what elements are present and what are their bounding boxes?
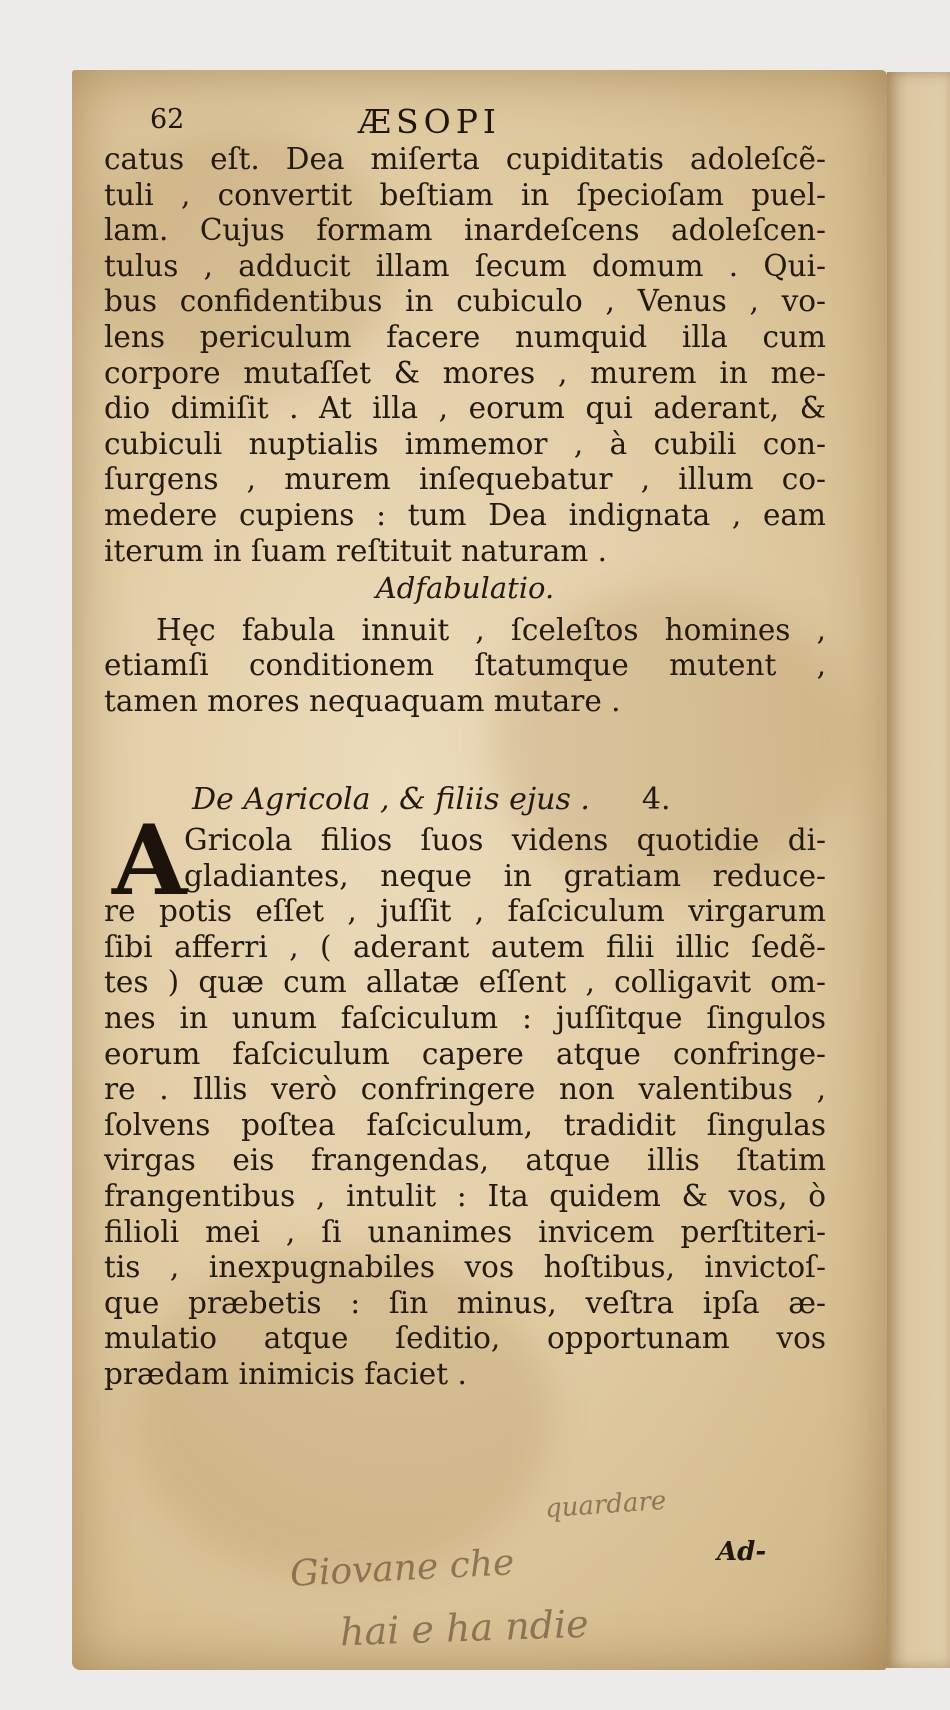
adjacent-page-edge <box>887 72 950 1668</box>
fable-title <box>104 782 826 818</box>
catchword: Ad- <box>717 1537 767 1567</box>
text-line: ſibi afferri , ( aderant autem filii illic ſedẽ- <box>104 929 826 964</box>
text-line: virgas eis frangendas, atque illis ſtatim <box>104 1143 826 1178</box>
text-line: Gricola filios ſuos videns quotidie di- <box>184 823 826 858</box>
text-line: tulus , adducit illam ſecum domum . Qui- <box>104 248 826 283</box>
fable-body <box>104 804 826 1393</box>
text-line: frangentibus , intulit : Ita quidem & vos, ò <box>104 1179 826 1214</box>
text-line: ſurgens , murem inſequebatur , illum co- <box>104 462 826 497</box>
moral-body <box>104 613 826 720</box>
text-line: dio dimiſit . At illa , eorum qui aderant, & <box>104 391 826 426</box>
text-line: lam. Cujus formam inardeſcens adoleſcen- <box>104 213 826 248</box>
text-line: re potis eſſet , juſſit , faſciculum virgarum <box>104 894 826 929</box>
text-line: que præbetis : ſin minus, veſtra ipſa æ- <box>104 1285 826 1320</box>
text-line: tes ) quæ cum allatæ eſſent , colligavit om- <box>104 965 826 1000</box>
text-line: prædam inimicis faciet . <box>104 1357 467 1391</box>
text-line: tuli , convertit beſtiam in ſpecioſam puel- <box>104 177 826 212</box>
text-line: cubiculi nuptialis immemor , à cubili con- <box>104 426 826 461</box>
text-line: ſolvens poſtea faſciculum, tradidit ſingulas <box>104 1107 826 1142</box>
text-line: gladiantes, neque in gratiam reduce- <box>184 858 826 893</box>
text-line: corpore mutaſſet & mores , murem in me- <box>104 355 826 390</box>
page-header <box>150 104 570 140</box>
text-line: bus confidentibus in cubiculo , Venus , vo- <box>104 284 826 319</box>
page-text <box>104 142 826 1393</box>
handwritten-note: Giovane che <box>289 1542 516 1595</box>
text-line: mulatio atque ſeditio, opportunam vos <box>104 1321 826 1356</box>
handwritten-note: quardare <box>544 1485 668 1525</box>
text-line: filioli mei , ſi unanimes invicem perſtiteri- <box>104 1214 826 1249</box>
fable-body <box>104 142 826 569</box>
text-line: lens periculum facere numquid illa cum <box>104 319 826 354</box>
text-line: iterum in ſuam reſtituit naturam . <box>104 533 608 568</box>
text-line: nes in unum faſciculum : juſſitque ſingulos <box>104 1001 826 1036</box>
text-line: catus eſt. Dea miſerta cupiditatis adoleſcẽ- <box>104 142 826 176</box>
text-line: tis , inexpugnabiles vos hoſtibus, invictoſ- <box>104 1250 826 1285</box>
moral-title: Adfabulatio. <box>375 571 555 606</box>
fable-title-text: De Agricola , & filiis ejus . <box>192 781 590 817</box>
text-line: eorum faſciculum capere atque confringe- <box>104 1036 826 1071</box>
text-line: medere cupiens : tum Dea indignata , eam <box>104 497 826 532</box>
text-line: etiamſi conditionem ſtatumque mutent , <box>104 648 826 683</box>
page-number: 62 <box>150 104 185 135</box>
handwritten-note: hai e ha ndie <box>339 1601 590 1655</box>
text-line: Hęc fabula innuit , ſceleſtos homines , <box>156 612 826 647</box>
running-head: ÆSOPI <box>358 102 501 141</box>
fable-number: 4. <box>641 781 671 817</box>
text-line: re . Illis verò confringere non valentibus , <box>104 1072 826 1107</box>
drop-cap: A <box>112 804 187 918</box>
text-line: tamen mores nequaquam mutare . <box>104 683 621 718</box>
